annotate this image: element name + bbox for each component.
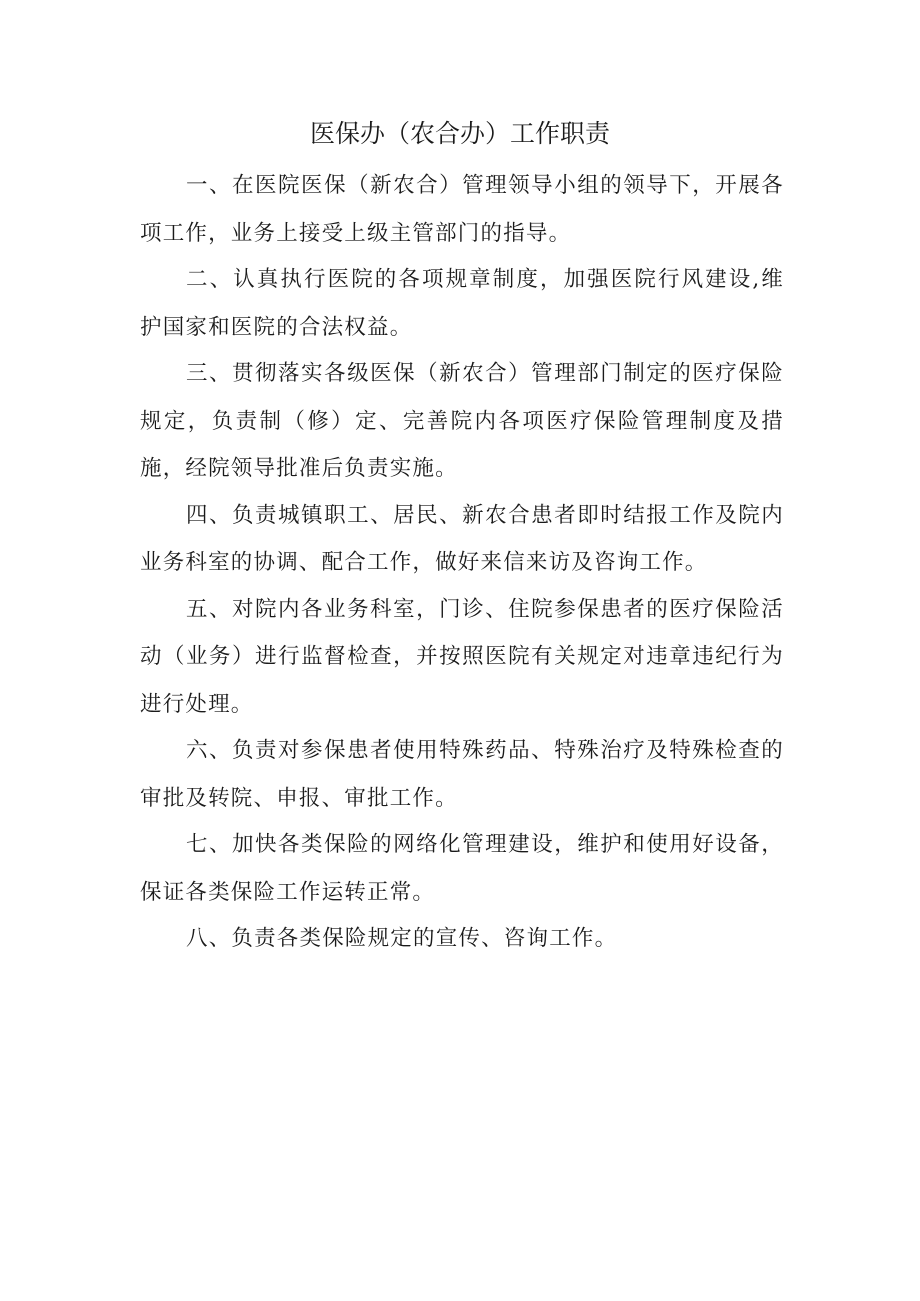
paragraph-8: 八、负责各类保险规定的宣传、咨询工作。	[186, 926, 618, 951]
document-body	[140, 162, 784, 962]
page-title: 医保办（农合办）工作职责	[309, 119, 610, 148]
paragraph-6: 六、负责对参保患者使用特殊药品、特殊治疗及特殊检查的审批及转院、申报、审批工作。	[140, 738, 784, 811]
paragraph-7: 七、加快各类保险的网络化管理建设，维护和使用好设备，保证各类保险工作运转正常。	[140, 832, 784, 905]
paragraph-5: 五、对院内各业务科室，门诊、住院参保患者的医疗保险活动（业务）进行监督检查，并按照医院有关规定对违章违纪行为进行处理。	[140, 596, 784, 717]
paragraph-1: 一、在医院医保（新农合）管理领导小组的领导下，开展各项工作，业务上接受上级主管部门的指导。	[140, 173, 784, 246]
paragraph-4: 四、负责城镇职工、居民、新农合患者即时结报工作及院内业务科室的协调、配合工作，做好来信来访及咨询工作。	[140, 502, 784, 575]
paragraph-2: 二、认真执行医院的各项规章制度，加强医院行风建设,维护国家和医院的合法权益。	[140, 267, 784, 340]
paragraph-3: 三、贯彻落实各级医保（新农合）管理部门制定的医疗保险规定，负责制（修）定、完善院内各项医疗保险管理制度及措施，经院领导批准后负责实施。	[140, 361, 784, 481]
